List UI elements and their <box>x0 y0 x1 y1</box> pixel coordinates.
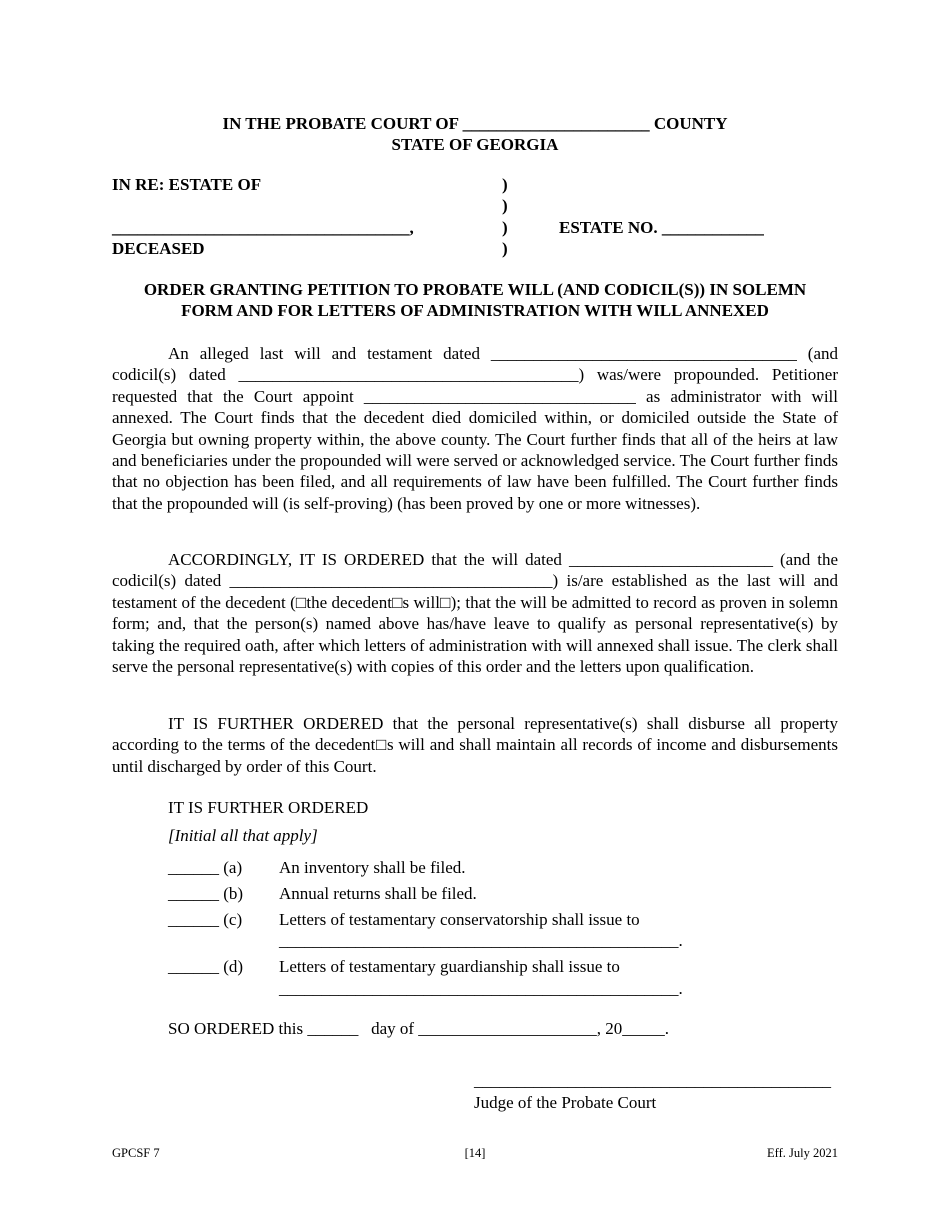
initial-blank-d[interactable]: ______ (d) <box>168 957 244 976</box>
county-blank[interactable]: ______________________ <box>462 114 650 133</box>
item-a-text: An inventory shall be filed. <box>279 858 466 877</box>
initial-instruction: [Initial all that apply] <box>168 826 318 845</box>
judge-signature-label: Judge of the Probate Court <box>474 1093 657 1112</box>
ordered-text: ACCORDINGLY, IT IS ORDERED that the will dated ________________________ (and the codicil(s) dated ______________________________________) is/are established as the last will and testament of the decedent (□the decedent□s will□); that the will be admitted to record as proven in solemn form; and, that the person(s) named above has/have leave to qualify as personal representative(s) by taking the required oath, after which letters of administration with will annexed shall issue. The clerk shall serve the personal representative(s) with copies of this order and the letters upon qualification. <box>112 550 838 677</box>
estate-number <box>559 218 764 238</box>
decedent-name-blank[interactable]: ___________________________________, <box>112 218 414 237</box>
form-number: GPCSF 7 <box>112 1146 160 1160</box>
further-ordered-paragraph <box>112 713 838 777</box>
item-b-text: Annual returns shall be filed. <box>279 884 477 903</box>
item-d-text: Letters of testamentary guardianship shall issue to <box>279 957 620 976</box>
header-prefix: IN THE PROBATE COURT OF <box>222 114 459 133</box>
estate-no-label: ESTATE NO. <box>559 218 658 237</box>
page-number: [14] <box>464 1146 486 1160</box>
conservator-name-blank[interactable]: _______________________________________________. <box>279 931 683 950</box>
further-ordered-text: IT IS FURTHER ORDERED that the personal representative(s) shall disburse all property according to the terms of the decedent□s will and shall maintain all records of income and disbursements until discharged by order of this Court. <box>112 714 838 776</box>
item-c-text: Letters of testamentary conservatorship shall issue to <box>279 910 640 929</box>
order-title-line1: ORDER GRANTING PETITION TO PROBATE WILL (AND CODICIL(S)) IN SOLEMN <box>143 280 807 299</box>
order-title-line2: FORM AND FOR LETTERS OF ADMINISTRATION WITH WILL ANNEXED <box>181 301 769 320</box>
further-ordered-label: IT IS FURTHER ORDERED <box>168 798 369 817</box>
in-re-label: IN RE: ESTATE OF <box>112 175 262 194</box>
court-header <box>0 114 950 134</box>
estate-no-blank[interactable]: ____________ <box>661 218 764 237</box>
caption-paren: ) <box>502 196 508 215</box>
effective-date: Eff. July 2021 <box>767 1146 838 1160</box>
caption-paren: ) <box>502 239 508 258</box>
judge-signature-line[interactable]: __________________________________________ <box>474 1071 831 1090</box>
header-suffix: COUNTY <box>653 114 728 133</box>
state-header: STATE OF GEORGIA <box>391 135 559 154</box>
caption-paren: ) <box>502 175 508 194</box>
findings-text: An alleged last will and testament dated ____________________________________ (and codicil(s) dated ________________________________________) was/were propounded. Petitioner requested that the Court appoint ________________________________ as administrator with will annexed. The Court finds that the decedent died domiciled within, or domiciled outside the State of Georgia but owning property within, the above county. The Court further finds that all of the heirs at law and beneficiaries under the propounded will were served or acknowledged service. The Court further finds that no objection has been filed, and all requirements of law have been fulfilled. The Court further finds that the propounded will (is self-proving) (has been proved by one or more witnesses). <box>112 344 838 513</box>
initial-blank-b[interactable]: ______ (b) <box>168 884 244 903</box>
caption-paren: ) <box>502 218 508 237</box>
guardian-name-blank[interactable]: _______________________________________________. <box>279 979 683 998</box>
initial-blank-c[interactable]: ______ (c) <box>168 910 243 929</box>
so-ordered-line[interactable]: SO ORDERED this ______ day of _____________________, 20_____. <box>168 1019 670 1038</box>
initial-blank-a[interactable]: ______ (a) <box>168 858 243 877</box>
deceased-label: DECEASED <box>112 239 205 258</box>
findings-paragraph <box>112 343 838 514</box>
ordered-paragraph <box>112 549 838 677</box>
